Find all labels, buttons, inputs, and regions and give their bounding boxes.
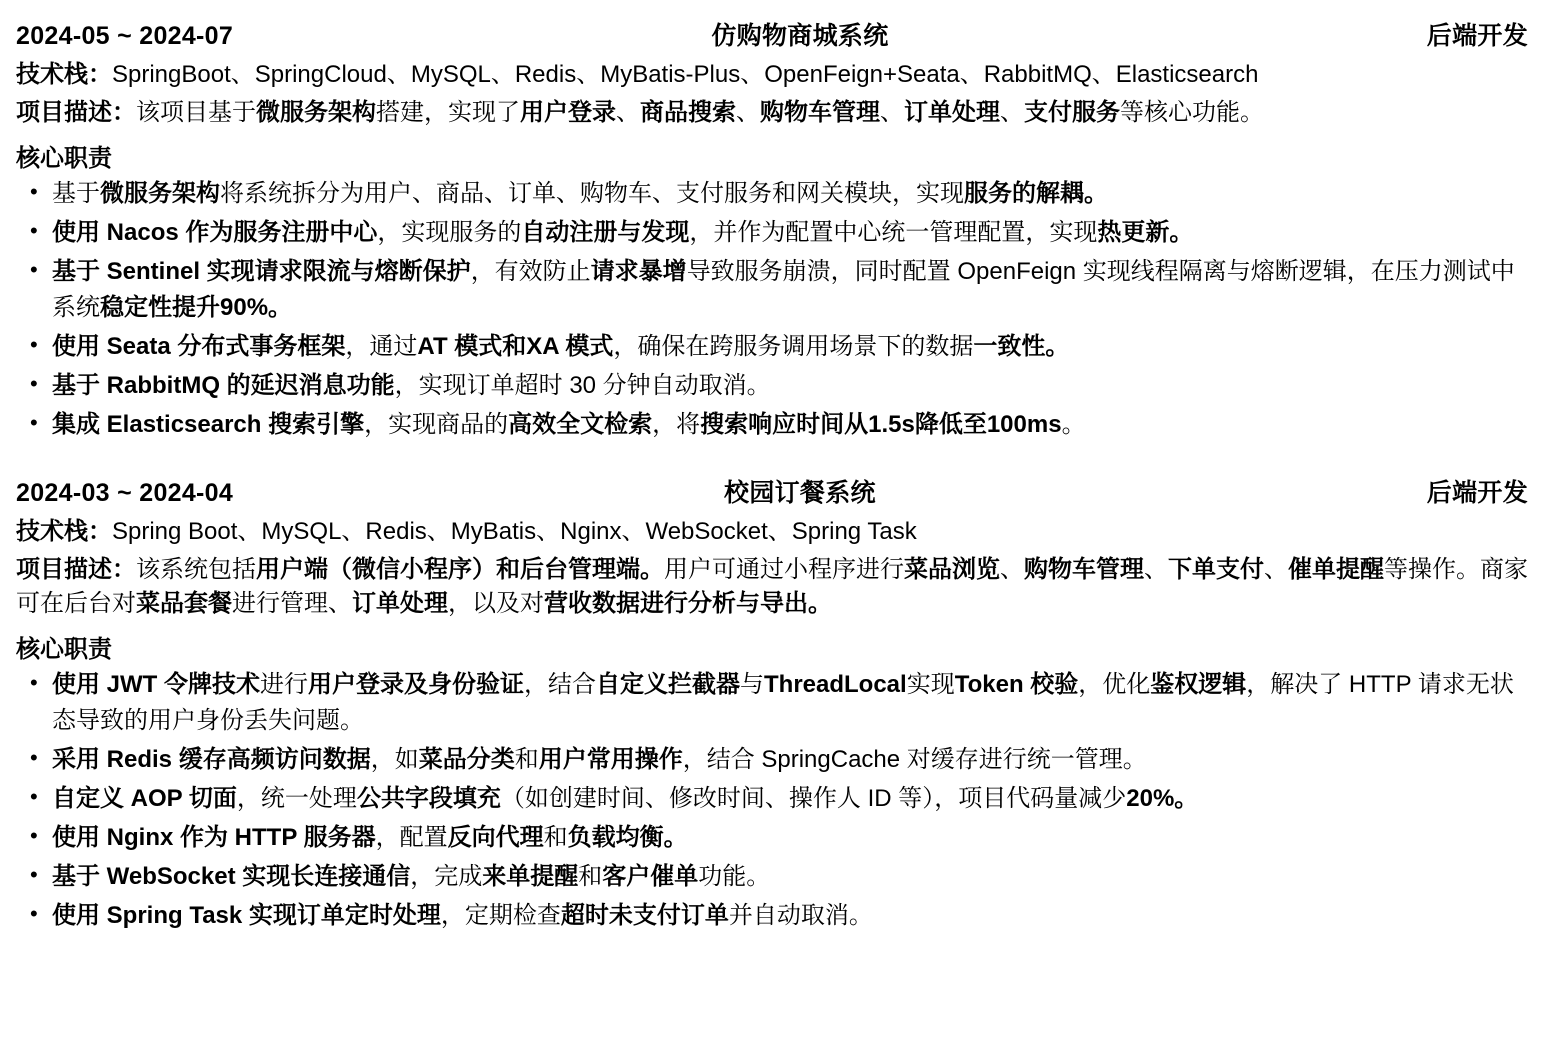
body-text: ，将 (652, 411, 701, 439)
emphasis-text: 支付服务 (1024, 99, 1120, 127)
project-title: 校园订餐系统 (724, 479, 876, 508)
duty-item (16, 368, 1528, 404)
emphasis-text: 基于 WebSocket 实现长连接通信 (52, 863, 411, 891)
emphasis-text: 稳定性提升90%。 (100, 294, 293, 322)
duty-item (16, 667, 1528, 739)
body-text: ，统一处理 (236, 785, 357, 813)
body-text: 并自动取消。 (728, 902, 873, 930)
emphasis-text: 客户催单 (602, 863, 699, 891)
body-text: 、 (736, 99, 760, 127)
emphasis-text: 自定义 AOP 切面 (52, 785, 237, 813)
project-description-value (16, 556, 1528, 617)
body-text: 基于 (52, 180, 100, 208)
emphasis-text: 订单处理 (904, 99, 1000, 127)
section-divider (16, 449, 1528, 463)
project-role: 后端开发 (1426, 22, 1528, 50)
body-text: 与 (740, 671, 764, 699)
body-text: 、 (880, 99, 904, 127)
emphasis-text: 用户登录及身份验证 (308, 671, 524, 699)
body-text: ，结合 SpringCache 对缓存进行统一管理。 (682, 746, 1147, 774)
body-text: 和 (514, 746, 539, 774)
body-text: 将系统拆分为用户、商品、订单、购物车、支付服务和网关模块，实现 (220, 180, 964, 208)
body-text: 、 (1000, 99, 1024, 127)
tech-stack-value: SpringBoot、SpringCloud、MySQL、Redis、MyBatis-Plus、OpenFeign+Seata、RabbitMQ、Elasticsearch (112, 61, 1259, 88)
body-text: 等核心功能。 (1120, 99, 1264, 127)
body-text: 、 (1000, 556, 1024, 584)
body-text: 、 (1144, 556, 1168, 584)
body-text: ，实现订单超时 30 分钟自动取消。 (394, 372, 771, 400)
project-description-label: 项目描述： (16, 99, 136, 127)
body-text: 、 (1264, 556, 1288, 584)
body-text: ，优化 (1078, 671, 1151, 699)
tech-stack-label: 技术栈： (16, 61, 112, 88)
body-text: 用户可通过小程序进行 (664, 556, 904, 584)
emphasis-text: AT 模式和XA 模式 (417, 333, 614, 361)
emphasis-text: 鉴权逻辑 (1150, 671, 1247, 699)
body-text: 该项目基于 (136, 99, 256, 127)
tech-stack-label: 技术栈： (16, 518, 112, 546)
emphasis-text: 基于 RabbitMQ 的延迟消息功能 (52, 372, 395, 400)
body-text: ，有效防止 (470, 258, 591, 286)
body-text: 、 (616, 99, 640, 127)
emphasis-text: 微服务架构 (100, 180, 220, 208)
duty-item (16, 898, 1528, 934)
body-text: 进行 (260, 671, 308, 699)
body-text: 和 (543, 824, 568, 852)
duty-item (16, 742, 1528, 778)
tech-stack-row (16, 58, 1528, 92)
emphasis-text: 集成 Elasticsearch 搜索引擎 (52, 411, 365, 439)
emphasis-text: 菜品浏览 (904, 556, 1000, 584)
body-text: ，结合 (524, 671, 596, 699)
emphasis-text: 催单提醒 (1288, 556, 1384, 584)
emphasis-text: 订单处理 (352, 590, 448, 618)
body-text: ，实现商品的 (364, 411, 509, 439)
emphasis-text: 负载均衡。 (567, 824, 688, 852)
emphasis-text: 微服务架构 (256, 99, 376, 127)
duties-list (16, 667, 1528, 934)
emphasis-text: 服务的解耦。 (964, 180, 1108, 208)
project-description-label: 项目描述： (16, 556, 136, 584)
project-entry (16, 16, 1528, 443)
emphasis-text: 使用 Nacos 作为服务注册中心 (52, 219, 378, 247)
duty-item (16, 329, 1528, 365)
tech-stack-row (16, 515, 1528, 549)
body-text: ，配置 (375, 824, 448, 852)
project-description-row (16, 553, 1528, 621)
body-text: 该系统包括 (136, 556, 256, 584)
body-text: 和 (578, 863, 603, 891)
duty-item (16, 254, 1528, 326)
emphasis-text: 反向代理 (447, 824, 544, 852)
duty-item (16, 176, 1528, 212)
emphasis-text: 基于 Sentinel 实现请求限流与熔断保护 (52, 258, 471, 286)
project-header (16, 16, 1528, 52)
project-header (16, 473, 1528, 509)
body-text: 功能。 (698, 863, 771, 891)
body-text: ，解决了 HTTP 请求无状态导致的用户身份丢失问题。 (52, 671, 1514, 735)
emphasis-text: 用户登录 (520, 99, 616, 127)
emphasis-text: 下单支付 (1168, 556, 1264, 584)
duties-list (16, 176, 1528, 443)
emphasis-text: 使用 Spring Task 实现订单定时处理 (52, 902, 441, 930)
body-text: 进行管理、 (232, 590, 352, 618)
emphasis-text: 自动注册与发现 (521, 219, 690, 247)
emphasis-text: 公共字段填充 (356, 785, 501, 813)
body-text: ，以及对 (448, 590, 544, 618)
project-date: 2024-03 ~ 2024-04 (16, 479, 234, 508)
emphasis-text: 20%。 (1126, 785, 1199, 813)
body-text: 。 (1061, 411, 1086, 439)
duty-item (16, 820, 1528, 856)
body-text: ，实现服务的 (377, 219, 522, 247)
emphasis-text: 搜索响应时间从1.5s降低至100ms (700, 411, 1062, 439)
body-text: ，如 (370, 746, 419, 774)
emphasis-text: 商品搜索 (640, 99, 736, 127)
emphasis-text: 采用 Redis 缓存高频访问数据 (52, 746, 371, 774)
emphasis-text: 菜品分类 (418, 746, 515, 774)
duty-item (16, 781, 1528, 817)
emphasis-text: 请求暴增 (590, 258, 687, 286)
body-text: 导致服务崩溃，同时配置 OpenFeign 实现线程隔离与熔断逻辑，在压力测试中系统 (52, 258, 1515, 322)
body-text: ，定期检查 (440, 902, 561, 930)
emphasis-text: 超时未支付订单 (560, 902, 729, 930)
body-text: ，通过 (345, 333, 418, 361)
emphasis-text: 使用 Nginx 作为 HTTP 服务器 (52, 824, 376, 852)
emphasis-text: ThreadLocal (764, 671, 907, 699)
emphasis-text: 购物车管理 (1024, 556, 1144, 584)
emphasis-text: 营收数据进行分析与导出。 (544, 590, 832, 618)
duty-item (16, 407, 1528, 443)
body-text: ，完成 (410, 863, 483, 891)
duty-item (16, 859, 1528, 895)
project-date: 2024-05 ~ 2024-07 (16, 22, 234, 50)
emphasis-text: 用户端（微信小程序）和后台管理端。 (256, 556, 664, 584)
emphasis-text: 用户常用操作 (538, 746, 683, 774)
project-entry (16, 473, 1528, 934)
body-text: ，确保在跨服务调用场景下的数据 (613, 333, 974, 361)
emphasis-text: 菜品套餐 (136, 590, 232, 618)
body-text: 搭建，实现了 (376, 99, 520, 127)
project-role: 后端开发 (1426, 479, 1528, 508)
emphasis-text: 来单提醒 (482, 863, 579, 891)
emphasis-text: 一致性。 (973, 333, 1070, 361)
emphasis-text: 高效全文检索 (508, 411, 653, 439)
duty-item (16, 215, 1528, 251)
duties-heading: 核心职责 (16, 636, 112, 664)
body-text: 实现 (906, 671, 955, 699)
duties-heading: 核心职责 (16, 145, 112, 173)
emphasis-text: 热更新。 (1097, 219, 1194, 247)
project-description-row (16, 96, 1528, 130)
project-description-value (136, 99, 1264, 126)
body-text: 等操作。商家可在后台对 (16, 556, 1528, 618)
body-text: （如创建时间、修改时间、操作人 ID 等），项目代码量减少 (500, 785, 1127, 813)
emphasis-text: 使用 JWT 令牌技术 (52, 671, 260, 699)
emphasis-text: 使用 Seata 分布式事务框架 (52, 333, 346, 361)
project-title: 仿购物商城系统 (711, 22, 889, 50)
emphasis-text: Token 校验 (954, 671, 1079, 699)
body-text: ，并作为配置中心统一管理配置，实现 (689, 219, 1098, 247)
emphasis-text: 自定义拦截器 (596, 671, 740, 699)
tech-stack-value: Spring Boot、MySQL、Redis、MyBatis、Nginx、WebSocket、Spring Task (112, 518, 917, 546)
emphasis-text: 购物车管理 (760, 99, 880, 127)
